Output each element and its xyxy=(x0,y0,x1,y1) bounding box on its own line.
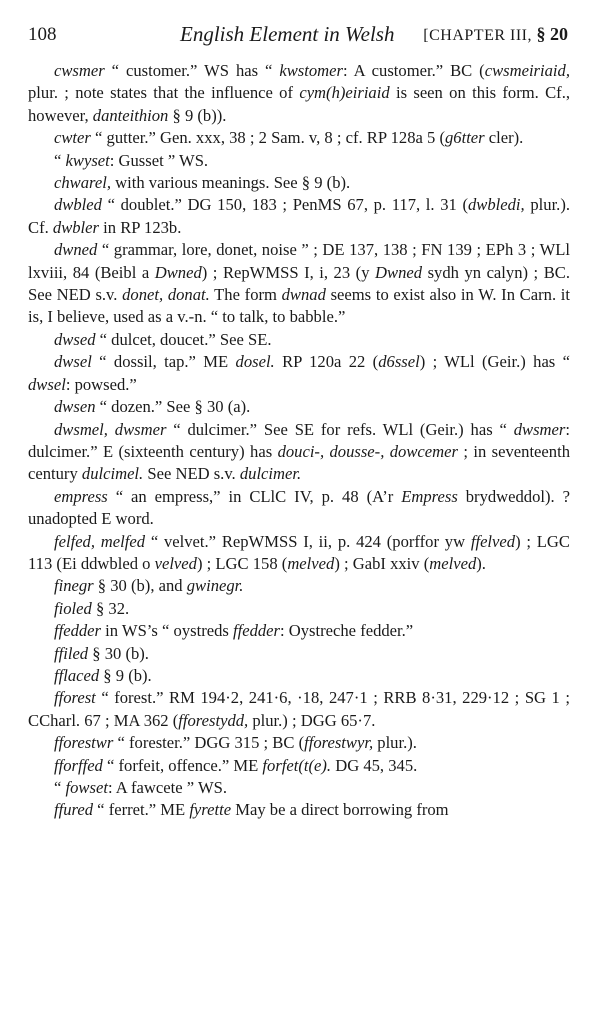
dictionary-entry xyxy=(28,419,570,486)
entry-text: “ dulcet, doucet.” See SE. xyxy=(95,329,272,349)
entry-text: May be a direct borrowing from xyxy=(231,800,449,820)
italic-text: fioled xyxy=(54,598,92,618)
italic-text: dwned xyxy=(54,240,98,260)
entry-text: ). xyxy=(476,553,486,573)
italic-text: cwter xyxy=(54,128,91,148)
italic-text: cwsmer xyxy=(54,61,105,80)
entry-text: sydh yn calyn) ; BC. See NED s.v. xyxy=(28,262,570,305)
entry-text: “ doublet.” DG 150, 183 ; PenMS 67, p. 117, l. 31 ( xyxy=(101,195,468,215)
dictionary-entry xyxy=(28,127,570,149)
italic-text: fforestwr xyxy=(54,733,114,753)
running-title: English Element in Welsh xyxy=(180,22,395,46)
italic-text: dwsmel, dwsmer xyxy=(54,419,167,439)
entry-text: ) ; LGC 158 ( xyxy=(196,553,288,573)
italic-text: d6ssel xyxy=(378,352,420,372)
italic-text: dwsmer xyxy=(513,419,566,439)
italic-text: fforestydd, xyxy=(178,710,249,730)
entry-text: plur.) ; DGG 65·7. xyxy=(248,710,376,730)
italic-text: dwsed xyxy=(54,329,96,349)
entry-text: in RP 123b. xyxy=(99,217,182,237)
italic-text: danteithion xyxy=(92,105,169,125)
dictionary-entry xyxy=(28,620,570,642)
italic-text: fforest xyxy=(54,688,96,708)
entry-text: “ dossil, tap.” ME xyxy=(91,352,236,372)
entry-text: “ forest.” RM 194·2, 241·6, ·18, 247·1 ; RRB 8·31, 229·12 ; SG 1 ; CCharl. 67 ; MA 362 ( xyxy=(28,688,570,730)
entry-text: § 9 (b). xyxy=(99,665,152,685)
entry-text: “ xyxy=(54,778,66,797)
italic-text: velved xyxy=(154,553,197,573)
entry-text: : A fawcete ” WS. xyxy=(107,778,227,797)
chapter-reference xyxy=(423,24,568,45)
italic-text: dwsen xyxy=(54,397,96,417)
entry-text: plur. ; note states that the influence of xyxy=(28,83,300,103)
entry-text: § 9 (b)). xyxy=(168,105,227,125)
entry-text: : A customer.” BC ( xyxy=(342,61,485,80)
italic-text: fflaced xyxy=(54,665,100,685)
entry-text: : dulcimer.” E (sixteenth century) has xyxy=(28,419,570,461)
italic-text: ffelved xyxy=(470,531,516,551)
dictionary-entry xyxy=(28,486,570,531)
entry-text: “ velvet.” RepWMSS I, ii, p. 424 (porffor yw xyxy=(145,531,471,551)
entry-text: § 30 (b). xyxy=(88,643,149,663)
italic-text: dulcimer. xyxy=(239,464,302,484)
italic-text: dwsel xyxy=(28,374,66,394)
italic-text: fforestwyr, xyxy=(304,733,374,753)
dictionary-entry xyxy=(28,150,570,172)
entry-text: § 32. xyxy=(91,598,130,618)
dictionary-entry xyxy=(28,396,570,418)
italic-text: fowset xyxy=(65,778,108,797)
italic-text: melved xyxy=(429,553,477,573)
italic-text: ffured xyxy=(54,800,94,820)
dictionary-entry xyxy=(28,329,570,351)
entry-text: plur.). Cf. xyxy=(28,195,570,237)
entry-list xyxy=(28,60,570,822)
dictionary-entry xyxy=(28,194,570,239)
italic-text: cwsmeiriaid, xyxy=(484,61,570,80)
page-header xyxy=(28,22,568,52)
italic-text: dwbled xyxy=(54,195,102,215)
dictionary-entry xyxy=(28,687,570,732)
italic-text: dwnad xyxy=(281,285,326,305)
italic-text: ffiled xyxy=(54,643,89,663)
entry-text: seems to exist also in W. In Carn. it is, I believe, used as a v.-n. “ to talk, to babble.” xyxy=(28,285,571,327)
entry-text: See NED s.v. xyxy=(143,464,240,484)
entry-text: ) ; LGC 113 (Ei ddwbled o xyxy=(28,531,570,573)
entry-text: : Oystreche fedder.” xyxy=(280,621,414,641)
italic-text: chwarel, xyxy=(54,173,111,193)
italic-text: fyrette xyxy=(189,800,232,820)
italic-text: kwstomer xyxy=(279,61,343,80)
entry-text: “ forester.” DGG 315 ; BC ( xyxy=(113,733,305,753)
entry-text: DG 45, 345. xyxy=(331,755,418,775)
entry-text: ) ; WLl (Geir.) has “ xyxy=(419,352,570,372)
italic-text: gwinegr. xyxy=(186,576,244,596)
italic-text: dosel. xyxy=(235,352,275,372)
italic-text: dwbler xyxy=(52,217,99,237)
dictionary-entry xyxy=(28,665,570,687)
entry-text: “ gutter.” Gen. xxx, 38 ; 2 Sam. v, 8 ; cf. RP 128a 5 ( xyxy=(90,128,445,148)
entry-text: “ xyxy=(54,150,66,170)
entry-text: “ grammar, lore, donet, noise ” ; DE 137, 138 ; FN 139 ; EPh 3 ; WLl lxviii, 84 (Beibl a xyxy=(28,240,570,282)
italic-text: fforffed xyxy=(54,755,103,775)
italic-text: forfet(t(e). xyxy=(262,755,332,775)
dictionary-entry xyxy=(28,60,570,127)
entry-text: The form xyxy=(209,285,282,305)
italic-text: cym(h)eiriaid xyxy=(299,83,390,103)
italic-text: Dwned xyxy=(154,262,202,282)
italic-text: Dwned xyxy=(375,262,423,282)
italic-text: empress xyxy=(54,486,108,506)
italic-text: douci-, dousse-, dowcemer xyxy=(277,441,458,461)
dictionary-entry xyxy=(28,777,570,799)
dictionary-entry xyxy=(28,732,570,754)
entry-text: “ an empress,” in CLlC IV, p. 48 (A’r xyxy=(107,486,402,506)
entry-text: is seen on this form. Cf., however, xyxy=(28,83,571,125)
entry-text: : powsed.” xyxy=(65,374,137,394)
italic-text: dwbledi, xyxy=(468,195,525,215)
dictionary-entry xyxy=(28,598,570,620)
section-number: § 20 xyxy=(536,24,568,44)
italic-text: kwyset xyxy=(65,150,110,170)
entry-text: : Gusset ” WS. xyxy=(109,150,209,170)
entry-text: cler). xyxy=(484,128,524,148)
entry-text: § 30 (b), and xyxy=(93,576,187,596)
entry-text: plur.). xyxy=(373,733,417,753)
entry-text: RP 120a 22 ( xyxy=(274,352,379,372)
italic-text: ffedder xyxy=(233,621,281,641)
entry-text: brydweddol). ? unadopted E word. xyxy=(28,486,570,529)
italic-text: g6tter xyxy=(444,128,485,148)
entry-text: “ dozen.” See § 30 (a). xyxy=(95,397,251,417)
entry-text: “ forfeit, offence.” ME xyxy=(102,755,263,775)
dictionary-entry xyxy=(28,799,570,821)
dictionary-entry xyxy=(28,575,570,597)
dictionary-entry xyxy=(28,239,570,329)
dictionary-entry xyxy=(28,172,570,194)
dictionary-entry xyxy=(28,351,570,396)
entry-text: in WS’s “ oystreds xyxy=(101,621,233,641)
page-number: 108 xyxy=(28,24,57,45)
dictionary-entry xyxy=(28,755,570,777)
italic-text: finegr xyxy=(54,576,94,596)
dictionary-entry xyxy=(28,531,570,576)
italic-text: melved xyxy=(287,553,335,573)
entry-text: ; in seventeenth century xyxy=(28,441,570,484)
entry-text: with various meanings. See § 9 (b). xyxy=(111,173,351,193)
italic-text: dulcimel. xyxy=(81,464,144,484)
italic-text: felfed, melfed xyxy=(54,531,146,551)
italic-text: ffedder xyxy=(54,621,102,641)
entry-text: “ ferret.” ME xyxy=(93,800,190,820)
italic-text: dwsel xyxy=(54,352,92,372)
italic-text: donet, donat. xyxy=(122,285,210,305)
dictionary-entry xyxy=(28,643,570,665)
entry-text: ) ; GabI xxiv ( xyxy=(334,553,430,573)
entry-text: “ dulcimer.” See SE for refs. WLl (Geir.) has “ xyxy=(166,419,514,439)
chapter-label: [CHAPTER III, xyxy=(423,27,537,44)
entry-text: ) ; RepWMSS I, i, 23 (y xyxy=(201,262,376,282)
entry-text: “ customer.” WS has “ xyxy=(104,61,280,80)
italic-text: Empress xyxy=(401,486,458,506)
